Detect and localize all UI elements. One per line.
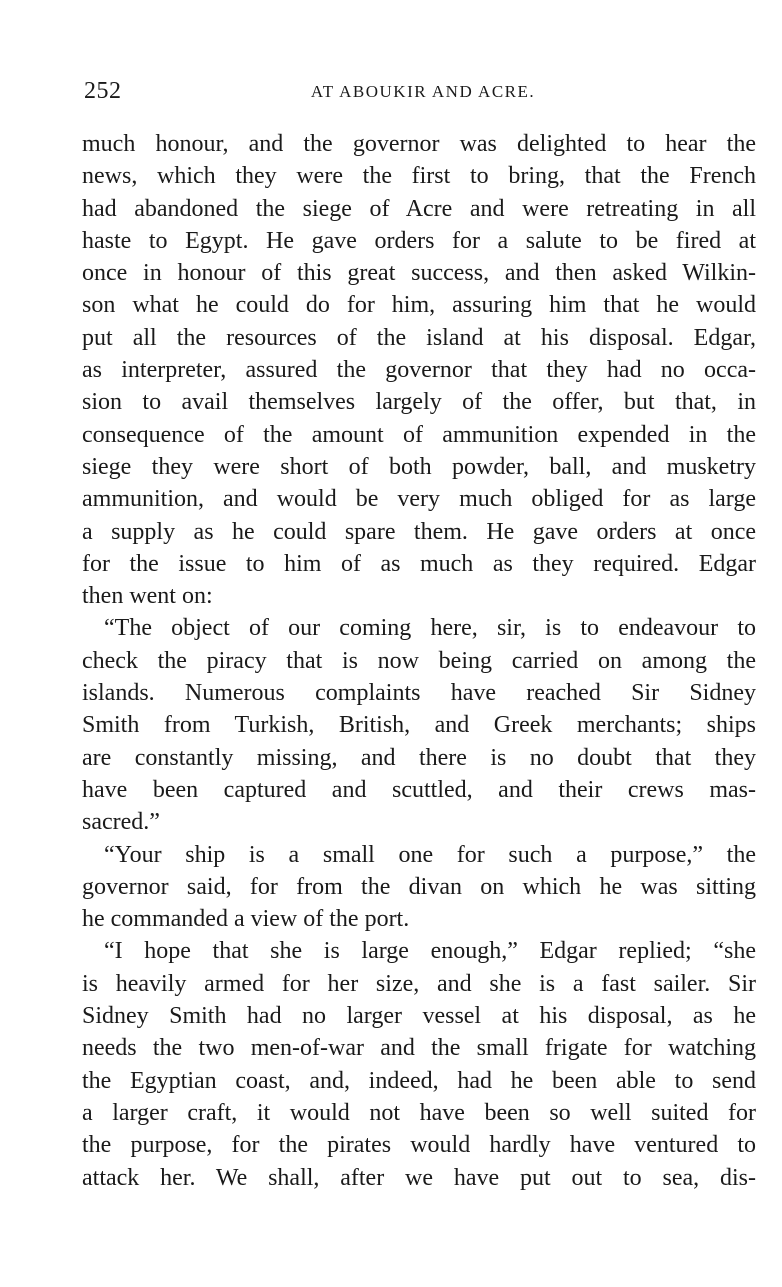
page-number: 252 <box>84 78 122 104</box>
text-line: once in honour of this great success, and then asked Wilkin- <box>82 260 756 287</box>
running-head <box>82 78 756 112</box>
text-line: Sidney Smith had no larger vessel at his disposal, as he <box>82 1003 756 1030</box>
text-line: attack her. We shall, after we have put out to sea, dis- <box>82 1164 756 1191</box>
text-line: had abandoned the siege of Acre and were retreating in all <box>82 195 756 222</box>
text-line: ammunition, and would be very much obliged for as large <box>82 486 756 513</box>
body-text <box>82 128 756 1194</box>
book-page <box>82 78 756 1194</box>
text-line: “The object of our coming here, sir, is to endeavour to <box>104 615 756 642</box>
text-line: for the issue to him of as much as they required. Edgar <box>82 550 756 577</box>
running-title: AT ABOUKIR AND ACRE. <box>310 82 536 101</box>
text-line: then went on: <box>82 583 213 610</box>
text-line: is heavily armed for her size, and she is a fast sailer. Sir <box>82 970 756 997</box>
text-line: Smith from Turkish, British, and Greek merchants; ships <box>82 712 756 739</box>
text-line: siege they were short of both powder, ball, and musketry <box>82 453 756 480</box>
text-line: consequence of the amount of ammunition expended in the <box>82 421 756 448</box>
text-line: check the piracy that is now being carried on among the <box>82 647 756 674</box>
text-line: sacred.” <box>82 809 160 836</box>
text-line: a larger craft, it would not have been so well suited for <box>82 1099 756 1126</box>
text-line: he commanded a view of the port. <box>82 906 410 933</box>
text-line: sion to avail themselves largely of the offer, but that, in <box>82 389 756 416</box>
text-line: a supply as he could spare them. He gave orders at once <box>82 518 756 545</box>
text-line: have been captured and scuttled, and their crews mas- <box>82 776 756 803</box>
text-line: much honour, and the governor was delighted to hear the <box>82 131 756 157</box>
text-line: son what he could do for him, assuring him that he would <box>82 292 756 319</box>
text-line: “Your ship is a small one for such a purpose,” the <box>104 841 756 868</box>
text-line: the Egyptian coast, and, indeed, had he been able to send <box>82 1067 756 1094</box>
text-line: news, which they were the first to bring, that the French <box>82 163 756 190</box>
text-line: governor said, for from the divan on which he was sitting <box>82 873 756 900</box>
text-line: needs the two men-of-war and the small frigate for watching <box>82 1035 756 1062</box>
text-line: put all the resources of the island at his disposal. Edgar, <box>82 324 756 351</box>
text-line: “I hope that she is large enough,” Edgar replied; “she <box>104 938 756 965</box>
text-line: islands. Numerous complaints have reached Sir Sidney <box>82 680 756 707</box>
text-line: the purpose, for the pirates would hardly have ventured to <box>82 1132 756 1159</box>
text-line: as interpreter, assured the governor that they had no occa- <box>82 357 756 384</box>
text-line: haste to Egypt. He gave orders for a salute to be fired at <box>82 227 756 254</box>
text-line: are constantly missing, and there is no doubt that they <box>82 744 756 771</box>
